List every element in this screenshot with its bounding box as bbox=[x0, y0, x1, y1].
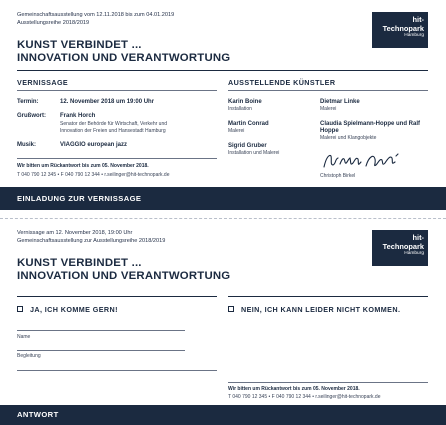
vernissage-heading: VERNISSAGE bbox=[17, 78, 69, 87]
reply-divider-right bbox=[228, 296, 428, 297]
invitation-title-line1: KUNST VERBINDET ... bbox=[17, 39, 142, 51]
vernissage-divider bbox=[17, 90, 217, 91]
artist-name: Sigrid Gruber bbox=[228, 143, 267, 149]
bottom-divider-left bbox=[17, 370, 217, 371]
artist-role: Malerei bbox=[228, 128, 245, 134]
companion-field-label: Begleitung bbox=[17, 353, 41, 359]
reply-rsvp-deadline: Wir bitten um Rückantwort bis zum 05. November 2018. bbox=[228, 386, 360, 392]
perforation-line bbox=[0, 218, 446, 219]
name-input-line[interactable] bbox=[17, 330, 185, 331]
reply-divider-left bbox=[17, 296, 217, 297]
bottom-divider-right bbox=[228, 382, 428, 383]
termin-label: Termin: bbox=[17, 99, 39, 105]
artists-divider bbox=[228, 90, 428, 91]
logo-main-text: hit-Technopark bbox=[382, 233, 424, 251]
logo-sub-text: Hamburg bbox=[404, 33, 424, 38]
musik-label: Musik: bbox=[17, 142, 37, 148]
reply-title-line1: KUNST VERBINDET ... bbox=[17, 257, 142, 269]
grusswort-desc-line2: Innovation der Freien und Hansestadt Hamburg bbox=[60, 128, 166, 134]
hit-technopark-logo bbox=[372, 230, 428, 266]
no-label[interactable]: NEIN, ICH KANN LEIDER NICHT KOMMEN. bbox=[241, 305, 401, 314]
yes-label[interactable]: JA, ICH KOMME GERN! bbox=[30, 305, 118, 314]
rsvp-divider bbox=[17, 158, 217, 159]
grusswort-desc-line1: Senator der Behörde für Wirtschaft, Verkehr und bbox=[60, 121, 167, 127]
invitation-header-line1: Gemeinschaftsausstellung vom 12.11.2018 bis zum 04.01.2019 bbox=[17, 12, 175, 18]
artist-name: Dietmar Linke bbox=[320, 99, 360, 105]
signature-name: Christoph Birkel bbox=[320, 173, 356, 179]
artist-item bbox=[228, 121, 318, 134]
artist-item bbox=[320, 99, 428, 112]
divider-top bbox=[17, 70, 428, 71]
reply-header-line1: Vernissage am 12. November 2018, 19:00 Uhr bbox=[17, 230, 133, 236]
artist-item bbox=[320, 121, 432, 141]
artist-item bbox=[228, 143, 318, 156]
contact-info: T 040 790 12 345 • F 040 790 12 344 • r.seilinger@hit-technopark.de bbox=[17, 172, 170, 178]
reply-header-line2: Gemeinschaftsausstellung zur Ausstellungsreihe 2018/2019 bbox=[17, 238, 166, 244]
rsvp-deadline: Wir bitten um Rückantwort bis zum 05. November 2018. bbox=[17, 163, 149, 169]
musik-value: VIAGGIO european jazz bbox=[60, 142, 128, 148]
yes-checkbox[interactable] bbox=[17, 306, 23, 312]
termin-value: 12. November 2018 um 19:00 Uhr bbox=[60, 99, 155, 105]
artist-name: Martin Conrad bbox=[228, 121, 269, 127]
artist-role: Malerei und Klangobjekte bbox=[320, 135, 377, 141]
invitation-header-line2: Ausstellungsreihe 2018/2019 bbox=[17, 20, 90, 26]
artist-role: Malerei bbox=[320, 106, 337, 112]
grusswort-label: Grußwort: bbox=[17, 113, 46, 119]
name-field-label: Name bbox=[17, 334, 31, 340]
grusswort-name: Frank Horch bbox=[60, 113, 96, 119]
artist-role: Installation bbox=[228, 106, 252, 112]
artist-item bbox=[228, 99, 318, 112]
invitation-bar-label: EINLADUNG ZUR VERNISSAGE bbox=[17, 194, 142, 203]
artist-name: Karin Boine bbox=[228, 99, 262, 105]
logo-sub-text: Hamburg bbox=[404, 251, 424, 256]
invitation-title-line2: INNOVATION UND VERANTWORTUNG bbox=[17, 52, 231, 64]
artist-name: Claudia Spielmann-Hoppe und Ralf Hoppe bbox=[320, 121, 421, 134]
reply-contact-info: T 040 790 12 345 • F 040 790 12 344 • r.seilinger@hit-technopark.de bbox=[228, 394, 381, 400]
artists-heading: AUSSTELLENDE KÜNSTLER bbox=[228, 78, 336, 87]
handwritten-signature bbox=[320, 150, 406, 172]
no-checkbox[interactable] bbox=[228, 306, 234, 312]
artist-role: Installation und Malerei bbox=[228, 150, 280, 156]
logo-main-text: hit-Technopark bbox=[382, 15, 424, 33]
hit-technopark-logo bbox=[372, 12, 428, 48]
reply-bar bbox=[0, 405, 446, 425]
reply-title-line2: INNOVATION UND VERANTWORTUNG bbox=[17, 270, 231, 282]
invitation-bar bbox=[0, 187, 446, 210]
reply-bar-label: ANTWORT bbox=[17, 410, 59, 419]
companion-input-line[interactable] bbox=[17, 350, 185, 351]
